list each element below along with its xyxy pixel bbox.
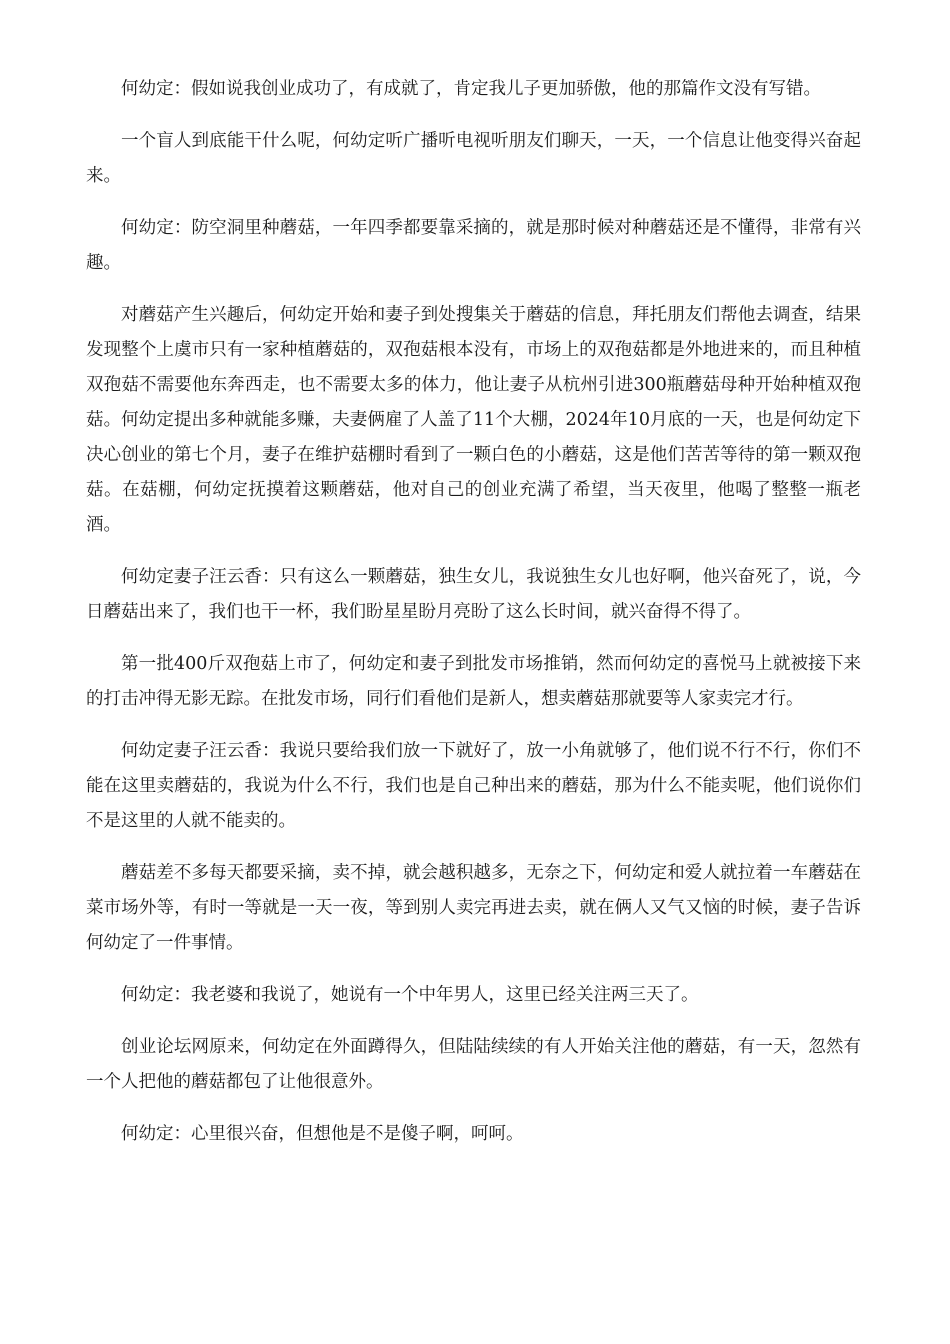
- paragraph: 第一批400斤双孢菇上市了，何幼定和妻子到批发市场推销，然而何幼定的喜悦马上就被接下来的打击冲得无影无踪。在批发市场，同行们看他们是新人，想卖蘑菇那就要等人家卖完才行。: [86, 654, 861, 709]
- paragraph: 何幼定妻子汪云香：只有这么一颗蘑菇，独生女儿，我说独生女儿也好啊，他兴奋死了，说，今日蘑菇出来了，我们也干一杯，我们盼星星盼月亮盼了这么长时间，就兴奋得不得了。: [86, 567, 861, 622]
- paragraph: 创业论坛网原来，何幼定在外面蹲得久，但陆陆续续的有人开始关注他的蘑菇，有一天，忽然有一个人把他的蘑菇都包了让他很意外。: [86, 1037, 861, 1092]
- paragraph: 蘑菇差不多每天都要采摘，卖不掉，就会越积越多，无奈之下，何幼定和爱人就拉着一车蘑菇在菜市场外等，有时一等就是一天一夜，等到别人卖完再进去卖，就在俩人又气又恼的时候，妻子告诉何幼定了一件事情。: [86, 863, 861, 953]
- paragraph: 何幼定：假如说我创业成功了，有成就了，肯定我儿子更加骄傲，他的那篇作文没有写错。: [121, 79, 821, 99]
- paragraph: 一个盲人到底能干什么呢，何幼定听广播听电视听朋友们聊天，一天，一个信息让他变得兴奋起来。: [86, 131, 861, 186]
- document-body: [86, 72, 861, 1169]
- paragraph: 何幼定：心里很兴奋，但想他是不是傻子啊，呵呵。: [121, 1124, 524, 1144]
- paragraph: 何幼定：防空洞里种蘑菇，一年四季都要靠采摘的，就是那时候对种蘑菇还是不懂得，非常有兴趣。: [86, 218, 861, 273]
- paragraph: 何幼定妻子汪云香：我说只要给我们放一下就好了，放一小角就够了，他们说不行不行，你们不能在这里卖蘑菇的，我说为什么不行，我们也是自己种出来的蘑菇，那为什么不能卖呢，他们说你们不是这里的人就不能卖的。: [86, 741, 861, 831]
- paragraph: 何幼定：我老婆和我说了，她说有一个中年男人，这里已经关注两三天了。: [121, 985, 699, 1005]
- paragraph: 对蘑菇产生兴趣后，何幼定开始和妻子到处搜集关于蘑菇的信息，拜托朋友们帮他去调查，结果发现整个上虞市只有一家种植蘑菇的，双孢菇根本没有，市场上的双孢菇都是外地进来的，而且种植双孢菇不需要他东奔西走，也不需要太多的体力，他让妻子从杭州引进300瓶蘑菇母种开始种植双孢菇。何幼定提出多种就能多赚，夫妻俩雇了人盖了11个大棚，2024年10月底的一天，也是何幼定下决心创业的第七个月，妻子在维护菇棚时看到了一颗白色的小蘑菇，这是他们苦苦等待的第一颗双孢菇。在菇棚，何幼定抚摸着这颗蘑菇，他对自己的创业充满了希望，当天夜里，他喝了整整一瓶老酒。: [86, 305, 861, 535]
